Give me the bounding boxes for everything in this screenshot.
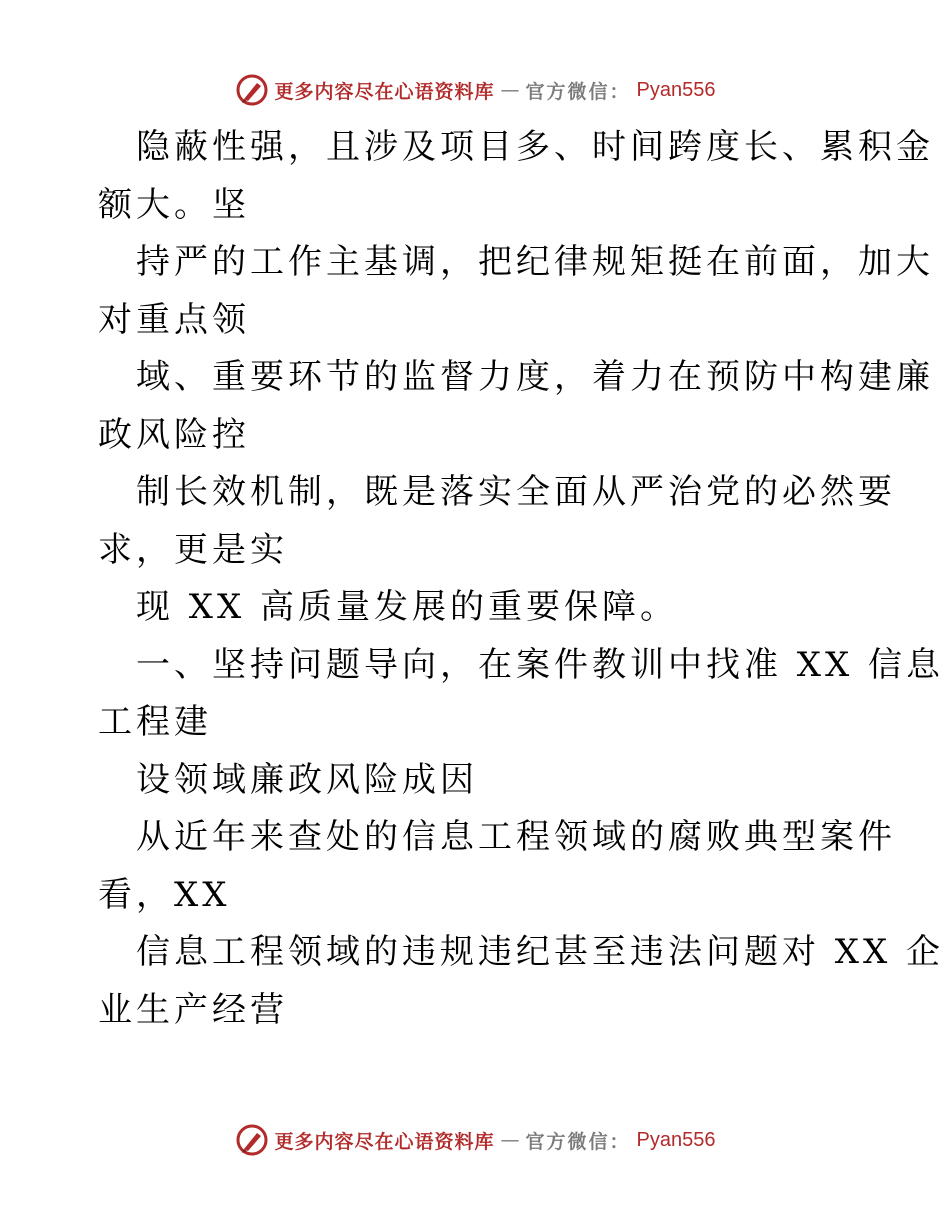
watermark-brand: 更多内容尽在心语资料库 [274, 80, 495, 103]
text-line: 对重点领 [98, 299, 250, 340]
text-line: 信息工程领域的违规违纪甚至违法问题对 XX 企 [136, 932, 945, 972]
text-line: 求，更是实 [98, 529, 288, 570]
document-body [98, 119, 945, 1039]
text-line: 看，XX [98, 874, 231, 915]
text-line: 额大。坚 [98, 184, 250, 225]
text-line: 持严的工作主基调，把纪律规矩挺在前面，加大 [136, 242, 934, 282]
text-line: 隐蔽性强，且涉及项目多、时间跨度长、累积金 [136, 127, 934, 167]
text-line: 现 XX 高质量发展的重要保障。 [136, 587, 679, 627]
footer-watermark [0, 1120, 950, 1160]
watermark-wechat-id: Pyan556 [636, 1128, 716, 1151]
text-line: 业生产经营 [98, 989, 288, 1030]
text-line: 政风险控 [98, 414, 250, 455]
pen-logo-icon [235, 73, 269, 107]
text-line: 域、重要环节的监督力度，着力在预防中构建廉 [136, 357, 934, 397]
text-line: 工程建 [98, 702, 212, 742]
header-watermark [0, 70, 950, 110]
text-line: 制长效机制，既是落实全面从严治党的必然要 [136, 472, 896, 512]
watermark-brand: 更多内容尽在心语资料库 [274, 1130, 495, 1153]
text-line: 从近年来查处的信息工程领域的腐败典型案件 [136, 817, 896, 857]
watermark-separator: — [500, 79, 520, 101]
watermark-separator: — [500, 1129, 520, 1151]
text-line: 一、坚持问题导向，在案件教训中找准 XX 信息 [136, 644, 945, 685]
watermark-label: 官方微信： [525, 80, 631, 103]
watermark-label: 官方微信： [525, 1130, 631, 1153]
pen-logo-icon [235, 1123, 269, 1157]
watermark-wechat-id: Pyan556 [636, 78, 716, 101]
text-line: 设领域廉政风险成因 [136, 759, 478, 800]
